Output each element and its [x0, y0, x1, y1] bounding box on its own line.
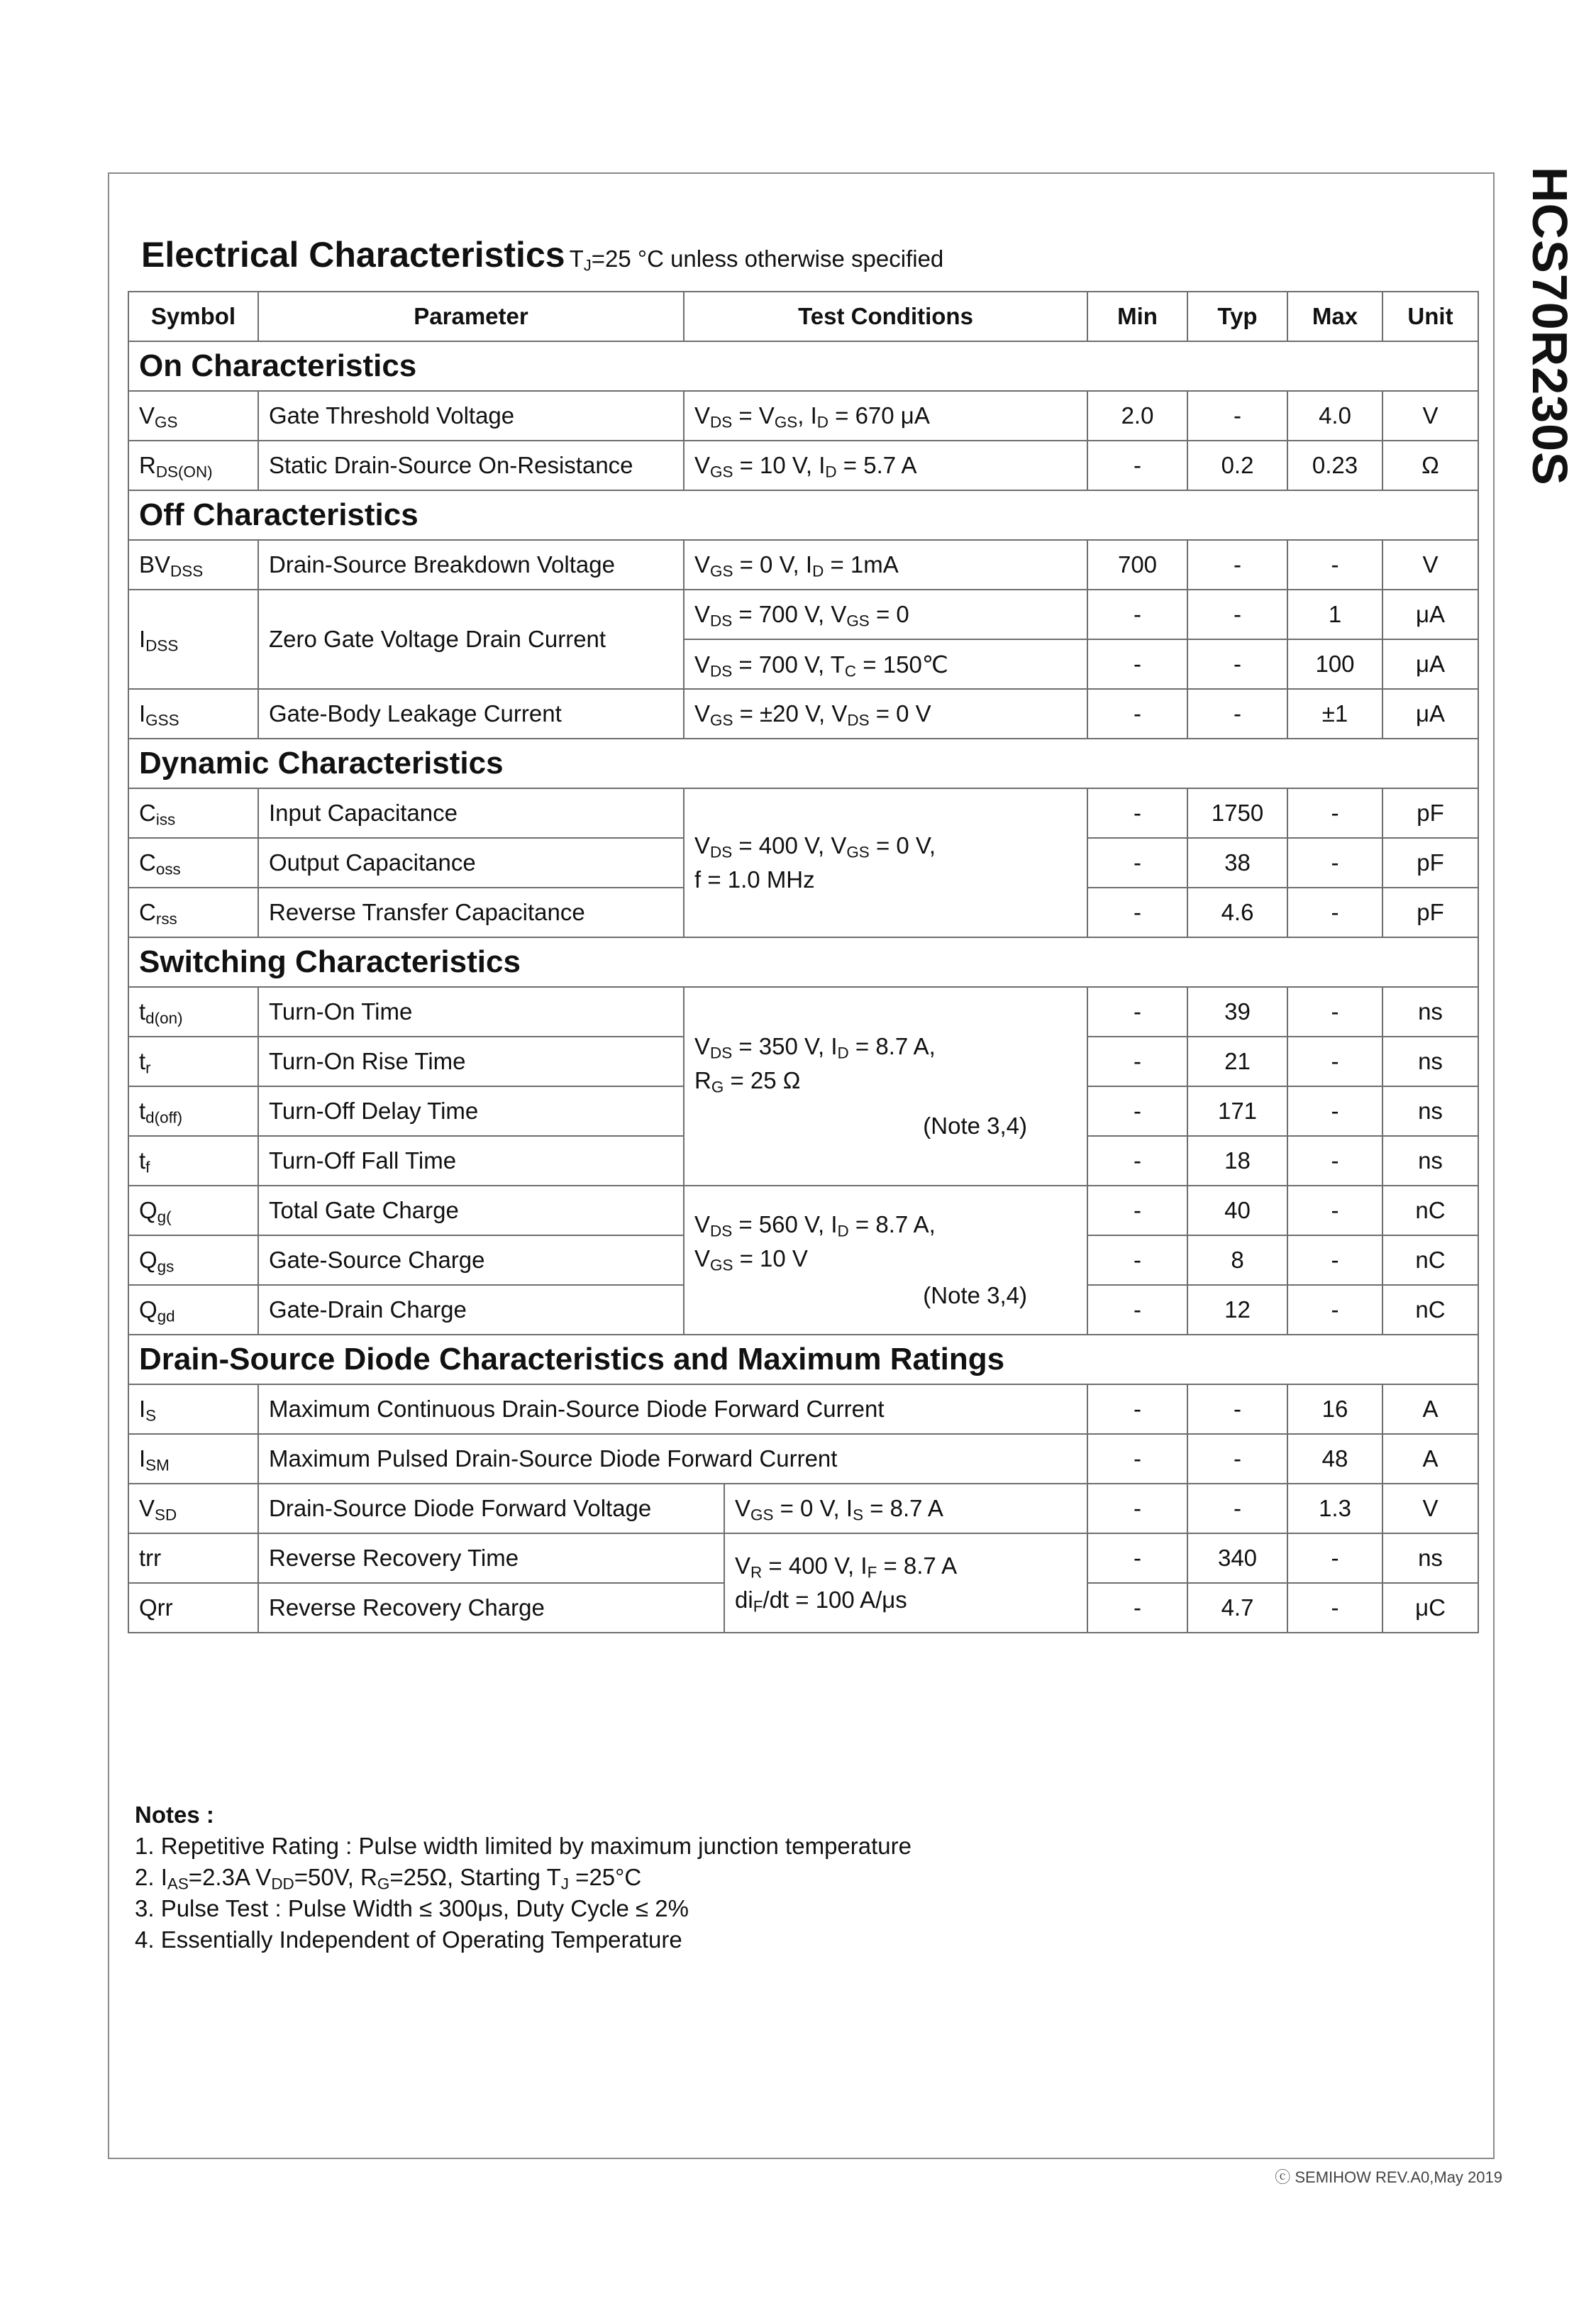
- condition-cell: $V_{DS} = 700$ V, $V_{GS} = 0$: [684, 590, 1087, 639]
- condition-cell: $V_{DS} = 350$ V, $I_D = 8.7$ A, $R_G = 25$ Ω (Note 3,4): [684, 987, 1087, 1186]
- table-row: Qrr Reverse Recovery Charge - 4.7 - μC: [128, 1583, 1478, 1633]
- table-row: $Q_{gd}$ Gate-Drain Charge - 12 - nC: [128, 1285, 1478, 1335]
- note-1: 1. Repetitive Rating : Pulse width limited by maximum junction temperature: [135, 1833, 911, 1859]
- table-row: $BV_{DSS}$ Drain-Source Breakdown Voltage $V_{GS} = 0$ V, $I_D = 1mA$ 700 - - V: [128, 540, 1478, 590]
- part-number-vertical: HCS70R230S: [1522, 167, 1578, 486]
- section-title-on: On Characteristics: [128, 341, 1478, 391]
- section-title-off: Off Characteristics: [128, 490, 1478, 540]
- table-row: $I_{SM}$ Maximum Pulsed Drain-Source Diode Forward Current - - 48 A: [128, 1434, 1478, 1484]
- table-row: $I_{GSS}$ Gate-Body Leakage Current $V_{GS} = \pm 20$ V, $V_{DS} = 0$ V - - ±1 μA: [128, 689, 1478, 739]
- table-row: $t_{d(off)}$ Turn-Off Delay Time - 171 - ns: [128, 1086, 1478, 1136]
- table-row: $V_{SD}$ Drain-Source Diode Forward Voltage $V_{GS} = 0$ V, $I_S = 8.7$ A - - 1.3 V: [128, 1484, 1478, 1533]
- condition-cell: $V_{GS} = 10$ V, $I_D = 5.7$ A: [684, 441, 1087, 490]
- table-row: $R_{DS(ON)}$ Static Drain-Source On-Resistance $V_{GS} = 10$ V, $I_D = 5.7$ A - 0.2 0.23 Ω: [128, 441, 1478, 490]
- symbol-cell: $t_r$: [128, 1037, 258, 1086]
- symbol-cell: $I_{SM}$: [128, 1434, 258, 1484]
- table-row: $Q_{gs}$ Gate-Source Charge - 8 - nC: [128, 1235, 1478, 1285]
- symbol-cell: $t_{d(off)}$: [128, 1086, 258, 1136]
- table-row: $V_{GS}$ Gate Threshold Voltage $V_{DS} = V_{GS}$, $I_D = 670$ μA 2.0 - 4.0 V: [128, 391, 1478, 441]
- symbol-cell: $BV_{DSS}$: [128, 540, 258, 590]
- condition-cell: $V_{DS} = 700$ V, $T_C$ = 150℃: [684, 639, 1087, 689]
- table-row: $V_{DS} = 700$ V, $T_C$ = 150℃ - - 100 μA: [128, 639, 1478, 689]
- symbol-cell: $t_{d(on)}$: [128, 987, 258, 1037]
- section-title-diode: Drain-Source Diode Characteristics and Maximum Ratings: [128, 1335, 1478, 1384]
- footer-copyright: ⓒ SEMIHOW REV.A0,May 2019: [1275, 2168, 1502, 2186]
- condition-cell: $V_R = 400$ V, $I_F = 8.7$ A $di_F/dt = 100$ A/μs: [724, 1533, 1087, 1633]
- notes-title: Notes :: [135, 1802, 214, 1828]
- symbol-cell: $Q_{gd}$: [128, 1285, 258, 1335]
- heading-title: Electrical Characteristics: [141, 235, 565, 275]
- table-row: $Q_{g(}$ Total Gate Charge $V_{DS} = 560$ V, $I_D = 8.7$ A, $V_{GS} = 10$ V (Note 3,4) - 40 - nC: [128, 1186, 1478, 1235]
- condition-cell: $V_{GS} = \pm 20$ V, $V_{DS} = 0$ V: [684, 689, 1087, 739]
- symbol-cell: $V_{GS}$: [128, 391, 258, 441]
- table-row: trr Reverse Recovery Time $V_R = 400$ V, $I_F = 8.7$ A $di_F/dt = 100$ A/μs - 340 - ns: [128, 1533, 1478, 1583]
- symbol-cell: $R_{DS(ON)}$: [128, 441, 258, 490]
- table-row: $t_{d(on)}$ Turn-On Time $V_{DS} = 350$ V, $I_D = 8.7$ A, $R_G = 25$ Ω (Note 3,4) - 39 - ns: [128, 987, 1478, 1037]
- table-row: $t_r$ Turn-On Rise Time - 21 - ns: [128, 1037, 1478, 1086]
- note-3: 3. Pulse Test : Pulse Width ≤ 300μs, Duty Cycle ≤ 2%: [135, 1895, 689, 1921]
- note-4: 4. Essentially Independent of Operating Temperature: [135, 1926, 682, 1953]
- condition-cell: $V_{DS} = 560$ V, $I_D = 8.7$ A, $V_{GS} = 10$ V (Note 3,4): [684, 1186, 1087, 1335]
- symbol-cell: $I_S$: [128, 1384, 258, 1434]
- symbol-cell: $Q_{g(}$: [128, 1186, 258, 1235]
- section-heading: [141, 234, 943, 275]
- symbol-cell: $V_{SD}$: [128, 1484, 258, 1533]
- symbol-cell: trr: [128, 1533, 258, 1583]
- table-row: $C_{iss}$ Input Capacitance $V_{DS} = 400$ V, $V_{GS} = 0$ V, f = 1.0 MHz - 1750 - pF: [128, 788, 1478, 838]
- symbol-cell: $Q_{gs}$: [128, 1235, 258, 1285]
- table-row: $C_{rss}$ Reverse Transfer Capacitance - 4.6 - pF: [128, 888, 1478, 937]
- symbol-cell: $I_{DSS}$: [128, 590, 258, 689]
- table-row: $I_S$ Maximum Continuous Drain-Source Diode Forward Current - - 16 A: [128, 1384, 1478, 1434]
- electrical-characteristics-table: [128, 291, 1479, 1633]
- table-row: $I_{DSS}$ Zero Gate Voltage Drain Current $V_{DS} = 700$ V, $V_{GS} = 0$ - - 1 μA: [128, 590, 1478, 639]
- note-2: 2. $I_{AS}=2.3A$ $V_{DD}=50V$, $R_G=25\Omega$, Starting $T_J =25^\circ C$: [135, 1864, 642, 1893]
- condition-cell: $V_{GS} = 0$ V, $I_S = 8.7$ A: [724, 1484, 1087, 1533]
- symbol-cell: $C_{rss}$: [128, 888, 258, 937]
- symbol-cell: $C_{oss}$: [128, 838, 258, 888]
- symbol-cell: Qrr: [128, 1583, 258, 1633]
- heading-condition: $T_J=25$ °C unless otherwise specified: [569, 246, 944, 275]
- table-header-row: Symbol Parameter Test Conditions Min Typ Max Unit: [128, 292, 1478, 341]
- condition-cell: $V_{GS} = 0$ V, $I_D = 1mA$: [684, 540, 1087, 590]
- section-title-dynamic: Dynamic Characteristics: [128, 739, 1478, 788]
- symbol-cell: $t_f$: [128, 1136, 258, 1186]
- section-title-switching: Switching Characteristics: [128, 937, 1478, 987]
- table-row: $t_f$ Turn-Off Fall Time - 18 - ns: [128, 1136, 1478, 1186]
- condition-cell: $V_{DS} = 400$ V, $V_{GS} = 0$ V, f = 1.0 MHz: [684, 788, 1087, 937]
- notes-block: [135, 1799, 911, 1955]
- condition-cell: $V_{DS} = V_{GS}$, $I_D = 670$ μA: [684, 391, 1087, 441]
- table-row: $C_{oss}$ Output Capacitance - 38 - pF: [128, 838, 1478, 888]
- symbol-cell: $I_{GSS}$: [128, 689, 258, 739]
- symbol-cell: $C_{iss}$: [128, 788, 258, 838]
